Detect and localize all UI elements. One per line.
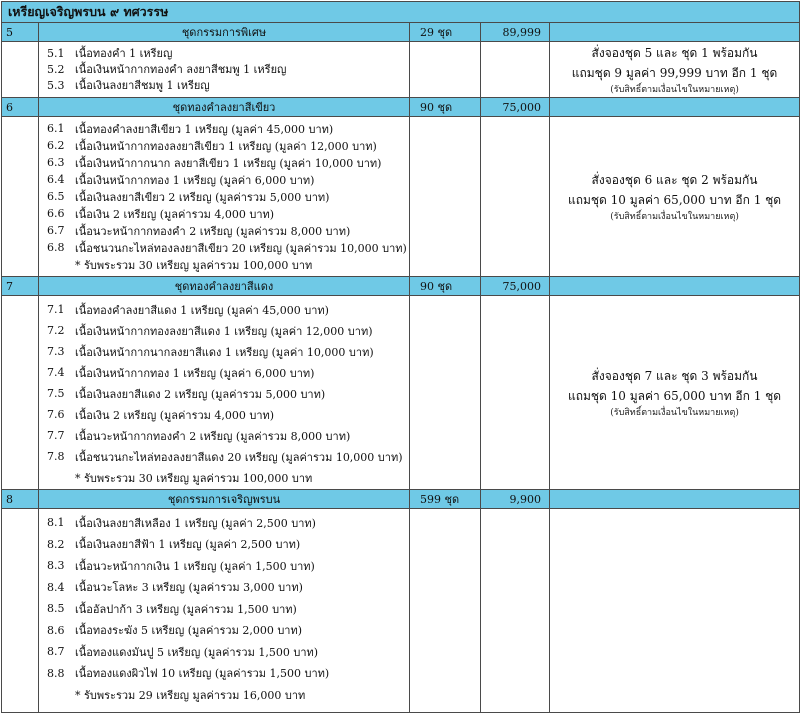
list-item [47,641,409,663]
section-items-cell [39,42,410,98]
item-description: เนื้อนวะหน้ากากทองคำ 2 เหรียญ (มูลค่ารวม 8,000 บาท) [75,429,351,443]
item-code: 6.3 [47,156,65,169]
list-item [47,404,409,425]
item-code: 7.8 [47,450,65,463]
item-code: 6.5 [47,190,65,203]
list-item [47,239,409,256]
item-list [39,42,409,93]
list-item [47,205,409,222]
item-description: เนื้อเงินหน้ากากทองลงยาสีแดง 1 เหรียญ (มูลค่า 12,000 บาท) [75,324,373,338]
section-total-note: * รับพระรวม 30 เหรียญ มูลค่ารวม 100,000 บาท [75,471,313,485]
section-body-qty-cell [410,117,481,277]
promotion-condition-note: (รับสิทธิ์ตามเงื่อนไขในหมายเหตุ) [610,211,739,222]
item-description: เนื้อทองแดงมันปู 5 เหรียญ (มูลค่ารวม 1,500 บาท) [75,645,319,659]
promotion-line: แถมชุด 10 มูลค่า 65,000 บาท อีก 1 ชุด [567,388,782,403]
promotion-line: สั่งจองชุด 6 และ ชุด 2 พร้อมกัน [591,172,758,187]
list-item [47,61,409,77]
item-description: เนื้อเงินหน้ากากทอง 1 เหรียญ (มูลค่า 6,000 บาท) [75,366,315,380]
section-body-row [2,42,800,98]
item-description: เนื้อชนวนกะไหล่ทองลงยาสีแดง 20 เหรียญ (มูลค่ารวม 10,000 บาท) [75,450,403,464]
item-description: เนื้อชนวนกะไหล่ทองลงยาสีเขียว 20 เหรียญ (มูลค่ารวม 10,000 บาท) [75,241,407,255]
item-description: เนื้อเงินลงยาสีฟ้า 1 เหรียญ (มูลค่า 2,500 บาท) [75,538,301,552]
item-code: 8.6 [47,623,65,637]
item-description: เนื้อทองระฆัง 5 เหรียญ (มูลค่ารวม 2,000 บาท) [75,624,303,638]
section-name: ชุดทองคำลงยาสีแดง [39,277,410,296]
list-item [47,77,409,93]
section-name: ชุดกรรมการพิเศษ [39,23,410,42]
item-description: เนื้อเงิน 2 เหรียญ (มูลค่ารวม 4,000 บาท) [75,408,275,422]
section-number: 5 [2,23,39,42]
promotion-line: สั่งจองชุด 7 และ ชุด 3 พร้อมกัน [591,368,758,383]
item-code: 7.4 [47,366,65,379]
section-header-blank [550,277,800,296]
item-list [39,509,409,706]
section-body-number-cell [2,509,39,713]
section-price: 9,900 [481,490,550,509]
section-number: 6 [2,98,39,117]
item-code: 6.7 [47,224,65,237]
item-description: เนื้อทองแดงผิวไฟ 10 เหรียญ (มูลค่ารวม 1,500 บาท) [75,667,330,681]
section-header-row [2,23,800,42]
item-code: 8.4 [47,580,65,594]
section-body-price-cell [481,42,550,98]
list-item [47,512,409,534]
title-row [2,2,800,23]
item-code: 6.6 [47,207,65,220]
section-number: 7 [2,277,39,296]
item-code: 8.2 [47,537,65,551]
section-header-blank [550,23,800,42]
item-description: เนื้อทองคำลงยาสีเขียว 1 เหรียญ (มูลค่า 45,000 บาท) [75,122,334,136]
item-code: 7.1 [47,303,65,316]
section-quantity: 90 ชุด [410,277,481,296]
list-item [47,383,409,404]
item-code: 6.8 [47,241,65,254]
item-description: เนื้อเงินหน้ากากนาก ลงยาสีเขียว 1 เหรียญ (มูลค่า 10,000 บาท) [75,156,382,170]
section-items-cell [39,117,410,277]
item-list [39,117,409,273]
item-code: 8.1 [47,516,65,530]
item-description: เนื้อนวะโลหะ 3 เหรียญ (มูลค่ารวม 3,000 บาท) [75,581,303,595]
item-description: เนื้อเงินลงยาสีชมพู 1 เหรียญ [75,79,210,92]
section-items-cell [39,509,410,713]
section-body-price-cell [481,296,550,490]
price-table [1,1,800,713]
section-price: 75,000 [481,98,550,117]
item-code: 7.6 [47,408,65,421]
promotion-condition-note: (รับสิทธิ์ตามเงื่อนไขในหมายเหตุ) [610,84,739,95]
section-body-number-cell [2,117,39,277]
item-description: เนื้อนวะหน้ากากเงิน 1 เหรียญ (มูลค่า 1,500 บาท) [75,559,315,573]
promotion-text [550,170,799,224]
item-code: 6.1 [47,122,65,135]
section-header-row [2,490,800,509]
section-body-qty-cell [410,296,481,490]
section-body-row [2,296,800,490]
section-header-blank [550,98,800,117]
list-item [47,320,409,341]
list-item [47,663,409,685]
item-code: 6.4 [47,173,65,186]
section-body-price-cell [481,117,550,277]
medal-price-sheet [1,1,799,714]
section-name: ชุดกรรมการเจริญพรบน [39,490,410,509]
section-name: ชุดทองคำลงยาสีเขียว [39,98,410,117]
item-code: 8.5 [47,602,65,616]
item-description: เนื้อนวะหน้ากากทองคำ 2 เหรียญ (มูลค่ารวม 8,000 บาท) [75,224,351,238]
item-description: เนื้อเงินหน้ากากทองคำ ลงยาสีชมพู 1 เหรียญ [75,63,287,76]
item-description: เนื้อเงินลงยาสีแดง 2 เหรียญ (มูลค่ารวม 5,000 บาท) [75,387,326,401]
item-code: 7.5 [47,387,65,400]
item-code: 7.7 [47,429,65,442]
item-code: 8.7 [47,645,65,659]
item-code: 6.2 [47,139,65,152]
item-code: 5.2 [47,62,65,76]
item-list [39,296,409,488]
item-description: เนื้อเงินหน้ากากทอง 1 เหรียญ (มูลค่า 6,000 บาท) [75,173,315,187]
promotion-condition-note: (รับสิทธิ์ตามเงื่อนไขในหมายเหตุ) [610,407,739,418]
section-header-row [2,98,800,117]
promotion-text [550,366,799,420]
item-description: เนื้อทองคำลงยาสีแดง 1 เหรียญ (มูลค่า 45,000 บาท) [75,303,329,317]
list-item [47,598,409,620]
list-item [47,137,409,154]
item-code: 7.2 [47,324,65,337]
item-description: เนื้อทองคำ 1 เหรียญ [75,47,173,60]
list-item [47,425,409,446]
section-total-note: * รับพระรวม 29 เหรียญ มูลค่ารวม 16,000 บาท [75,688,306,702]
promotion-line: แถมชุด 10 มูลค่า 65,000 บาท อีก 1 ชุด [567,192,782,207]
item-description: เนื้อเงินหน้ากากนากลงยาสีแดง 1 เหรียญ (มูลค่า 10,000 บาท) [75,345,374,359]
list-item [47,341,409,362]
section-body-row [2,509,800,713]
item-description: เนื้ออัลปาก้า 3 เหรียญ (มูลค่ารวม 1,500 บาท) [75,602,297,616]
sheet-title: เหรียญเจริญพรบน ๙ ทศวรรษ [2,2,800,23]
list-item [47,446,409,467]
list-item [47,555,409,577]
section-body-price-cell [481,509,550,713]
item-description: เนื้อเงินหน้ากากทองลงยาสีเขียว 1 เหรียญ (มูลค่า 12,000 บาท) [75,139,377,153]
section-total-note: * รับพระรวม 30 เหรียญ มูลค่ารวม 100,000 บาท [75,258,313,272]
promotion-cell [550,117,800,277]
promotion-line: สั่งจองชุด 5 และ ชุด 1 พร้อมกัน [591,45,758,60]
item-description: เนื้อเงินลงยาสีเขียว 2 เหรียญ (มูลค่ารวม 5,000 บาท) [75,190,330,204]
section-price: 89,999 [481,23,550,42]
list-item [47,45,409,61]
section-body-number-cell [2,296,39,490]
promotion-cell [550,296,800,490]
section-quantity: 90 ชุด [410,98,481,117]
section-header-row [2,277,800,296]
list-item [47,577,409,599]
promotion-cell [550,42,800,98]
section-body-number-cell [2,42,39,98]
list-item [47,154,409,171]
item-description: เนื้อเงินลงยาสีเหลือง 1 เหรียญ (มูลค่า 2,500 บาท) [75,516,316,530]
section-price: 75,000 [481,277,550,296]
section-quantity: 599 ชุด [410,490,481,509]
section-header-blank [550,490,800,509]
list-item [47,620,409,642]
promotion-line: แถมชุด 9 มูลค่า 99,999 บาท อีก 1 ชุด [571,65,778,80]
section-quantity: 29 ชุด [410,23,481,42]
list-item [47,362,409,383]
item-code: 8.8 [47,666,65,680]
list-item [47,534,409,556]
list-item [47,188,409,205]
list-item [47,171,409,188]
list-item [47,120,409,137]
section-body-row [2,117,800,277]
section-number: 8 [2,490,39,509]
item-code: 8.3 [47,559,65,573]
section-body-qty-cell [410,509,481,713]
promotion-text [550,43,799,97]
item-code: 5.1 [47,46,65,60]
item-code: 7.3 [47,345,65,358]
promotion-cell [550,509,800,713]
section-items-cell [39,296,410,490]
item-code: 5.3 [47,78,65,92]
list-item [47,299,409,320]
list-item [47,222,409,239]
item-description: เนื้อเงิน 2 เหรียญ (มูลค่ารวม 4,000 บาท) [75,207,275,221]
section-body-qty-cell [410,42,481,98]
